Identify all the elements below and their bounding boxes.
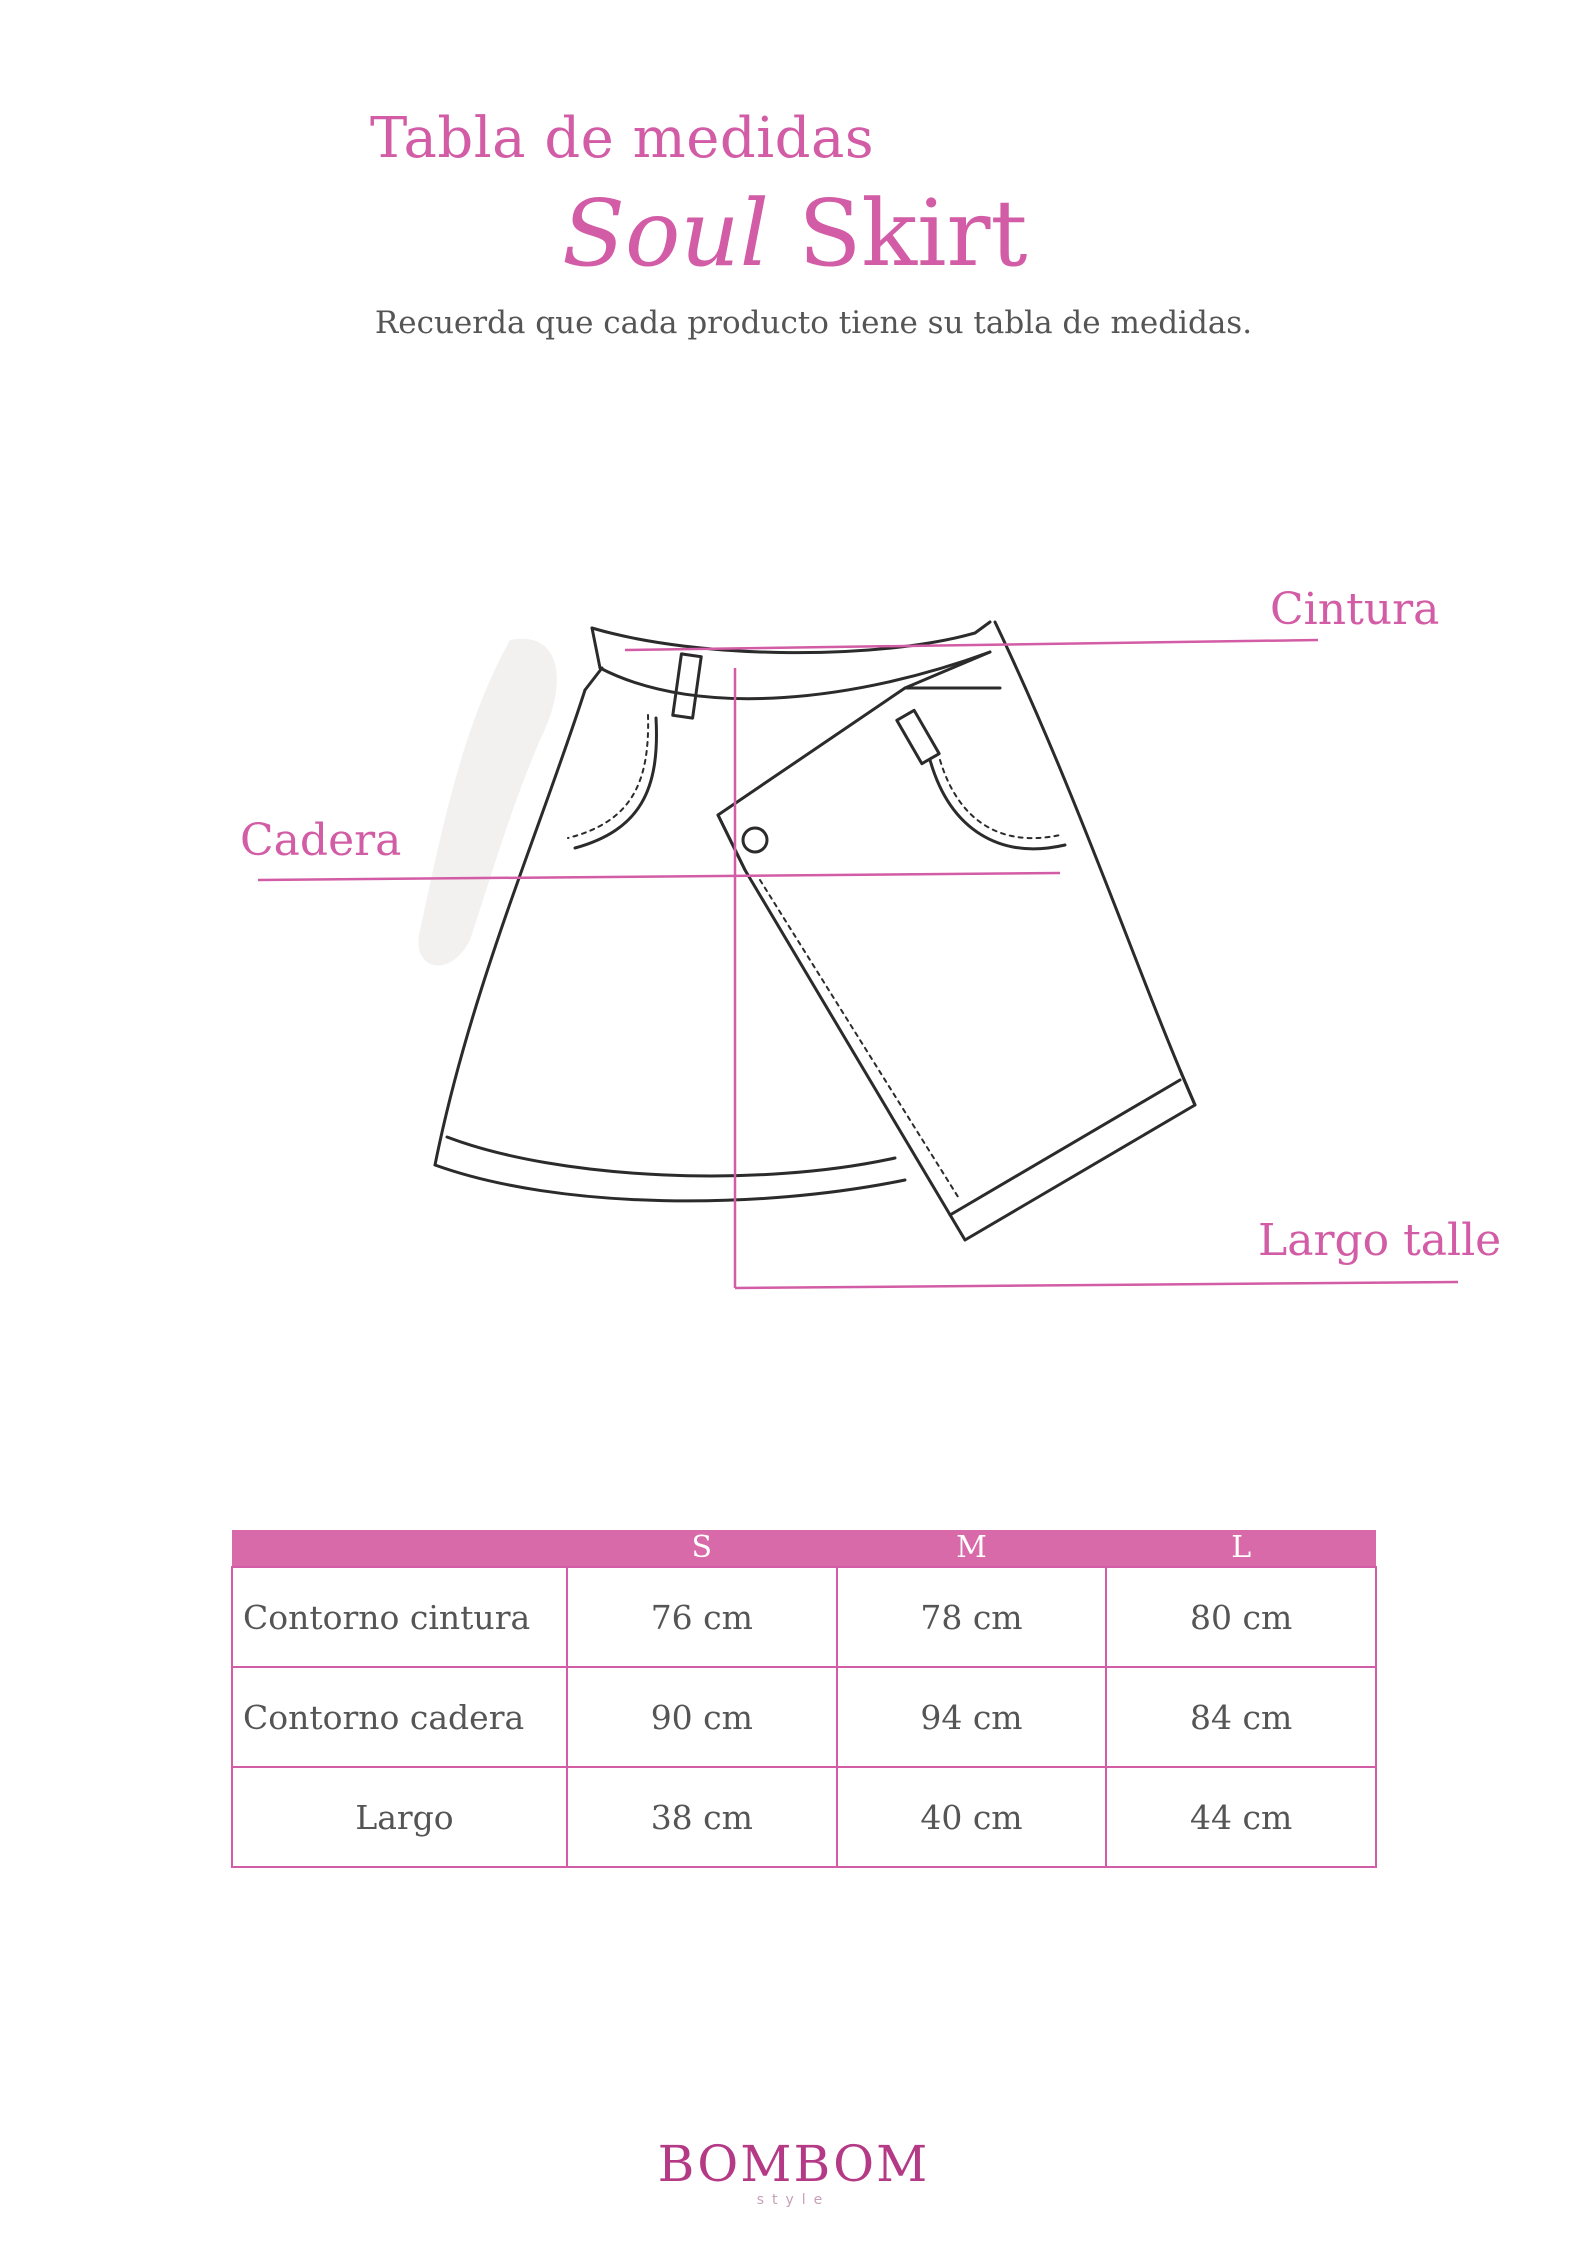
cell-s: 38 cm	[567, 1767, 837, 1867]
brand-logo-sub: style	[756, 2192, 831, 2208]
cintura-label: Cintura	[1270, 584, 1440, 635]
product-title-italic: Soul	[562, 180, 770, 287]
cadera-label: Cadera	[240, 815, 402, 866]
cell-l: 84 cm	[1106, 1667, 1376, 1767]
header-size-s: S	[567, 1530, 837, 1567]
cell-m: 78 cm	[837, 1567, 1107, 1667]
header-size-m: M	[837, 1530, 1107, 1567]
page-title-line1: Tabla de medidas	[370, 106, 875, 171]
largo-talle-label: Largo talle	[1258, 1215, 1502, 1266]
size-table	[231, 1530, 1377, 1868]
header-size-l: L	[1106, 1530, 1376, 1567]
cell-l: 44 cm	[1106, 1767, 1376, 1867]
brand-logo: BOMBOM	[657, 2135, 930, 2193]
header-empty	[232, 1530, 567, 1567]
cadera-line	[258, 873, 1060, 880]
subtitle: Recuerda que cada producto tiene su tabla de medidas.	[374, 305, 1253, 341]
cell-s: 76 cm	[567, 1567, 837, 1667]
cell-l: 80 cm	[1106, 1567, 1376, 1667]
cell-m: 40 cm	[837, 1767, 1107, 1867]
size-table-header	[232, 1530, 1376, 1567]
row-label: Contorno cintura	[232, 1567, 567, 1667]
row-label: Contorno cadera	[232, 1667, 567, 1767]
skirt-shadow	[418, 639, 556, 966]
table-row	[232, 1567, 1376, 1667]
row-label: Largo	[232, 1767, 567, 1867]
product-title-rest: Skirt	[769, 180, 1028, 287]
cintura-line	[625, 640, 1318, 650]
table-row	[232, 1767, 1376, 1867]
largo-line-horizontal	[735, 1282, 1458, 1288]
cell-m: 94 cm	[837, 1667, 1107, 1767]
cell-s: 90 cm	[567, 1667, 837, 1767]
table-row	[232, 1667, 1376, 1767]
